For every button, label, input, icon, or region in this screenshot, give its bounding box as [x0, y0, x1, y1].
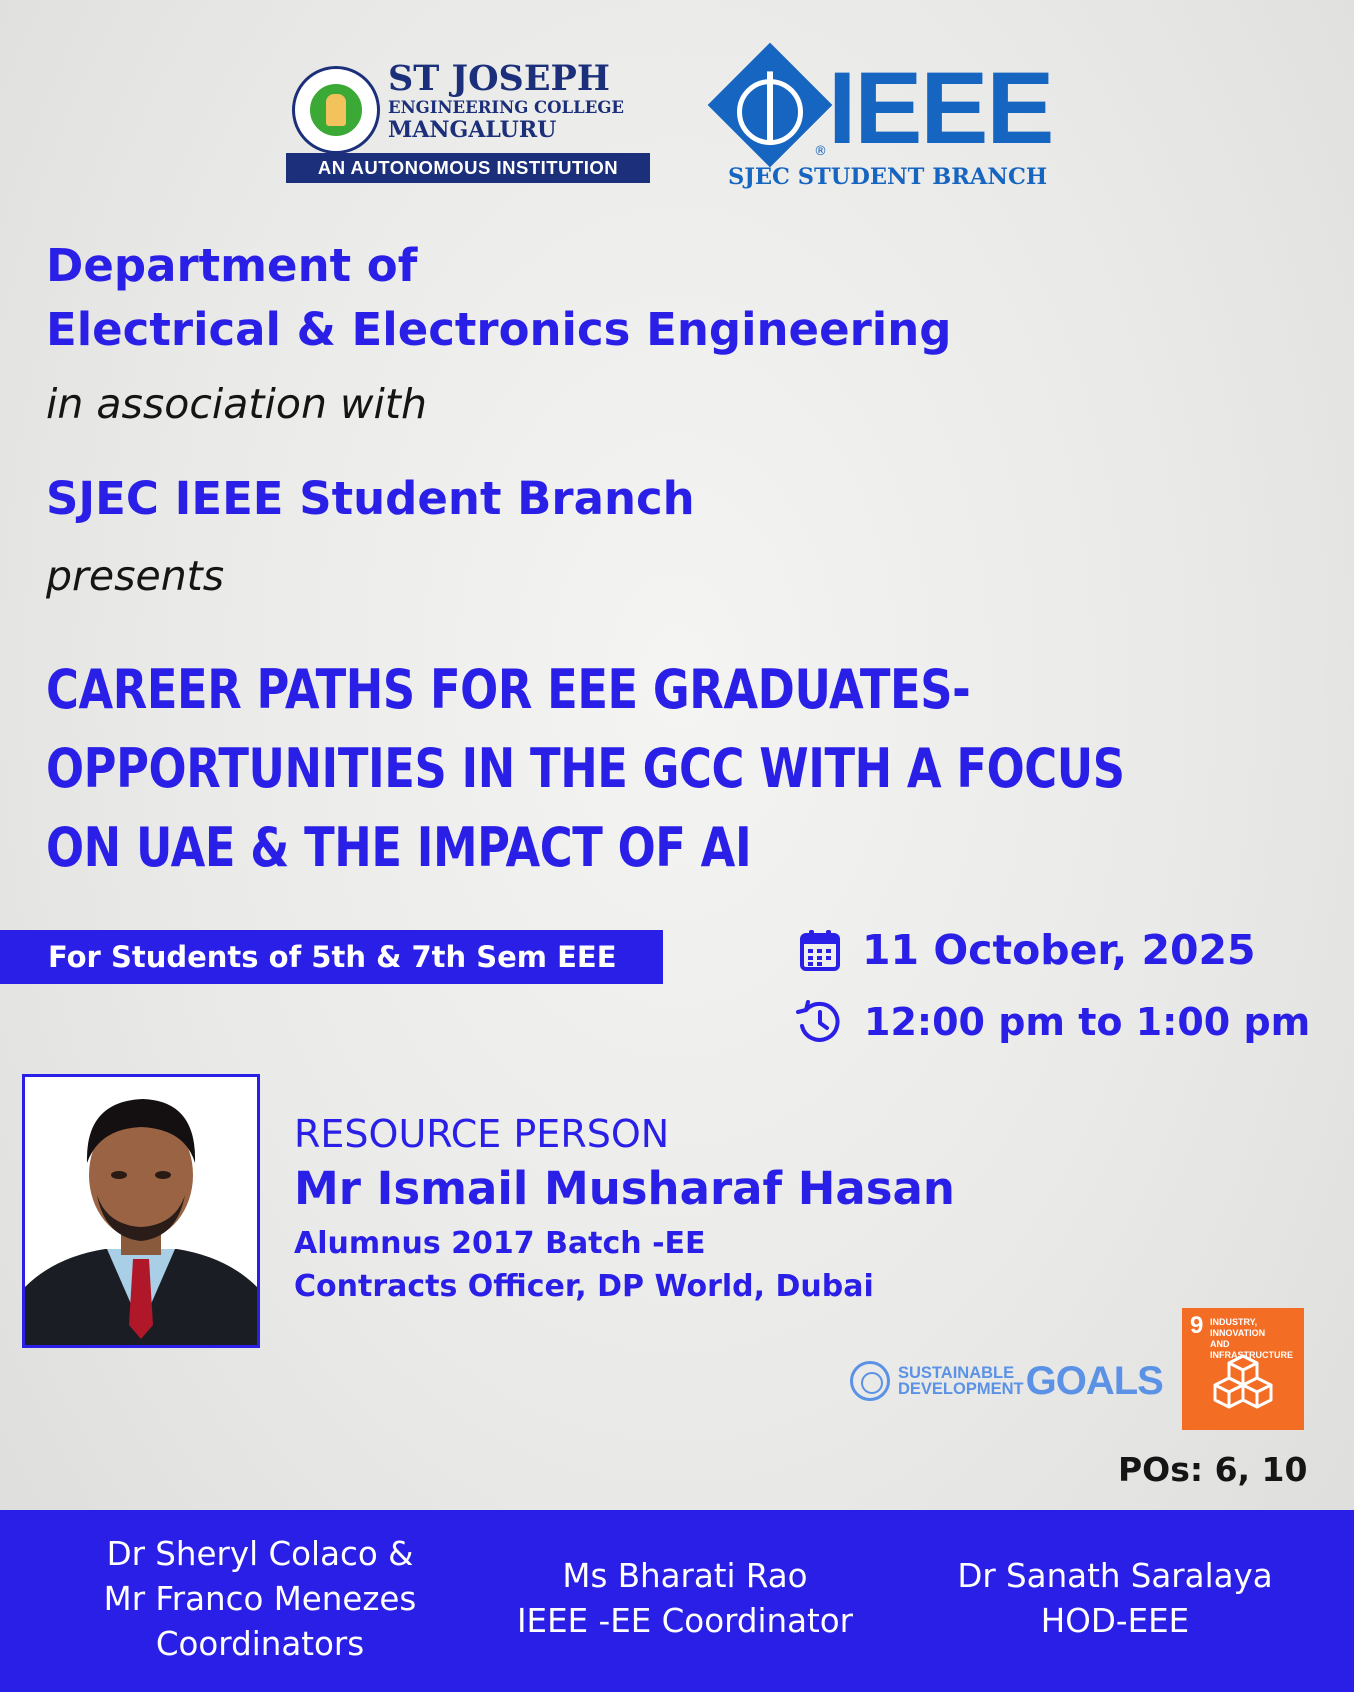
resource-person-label: RESOURCE PERSON	[294, 1112, 670, 1156]
sjec-logo	[286, 58, 652, 188]
ieee-wordmark: IEEE	[828, 51, 1053, 165]
audience-band: For Students of 5th & 7th Sem EEE	[0, 930, 663, 984]
sdg9-text-line2: AND INFRASTRUCTURE	[1210, 1339, 1293, 1360]
footer-coordinators	[50, 1532, 470, 1667]
portrait-image	[25, 1077, 257, 1345]
sjec-line2: ENGINEERING COLLEGE	[388, 98, 625, 117]
calendar-icon	[800, 929, 840, 971]
sdg-small-line2: DEVELOPMENT	[898, 1380, 1024, 1398]
sjec-line3: MANGALURU	[388, 117, 557, 143]
footer-band	[0, 1510, 1354, 1692]
resource-person-name: Mr Ismail Musharaf Hasan	[294, 1162, 955, 1215]
sjec-autonomous-band: AN AUTONOMOUS INSTITUTION	[286, 153, 650, 183]
department-line2: Electrical & Electronics Engineering	[46, 303, 952, 356]
footer-ieee-coordinator	[470, 1554, 900, 1644]
footer-col2-line1: Ms Bharati Rao	[562, 1557, 808, 1595]
sdg-goals-word: GOALS	[1025, 1358, 1163, 1403]
un-emblem-icon	[850, 1361, 890, 1401]
footer-col1-line3: Coordinators	[155, 1625, 365, 1663]
sjec-crest-icon	[292, 66, 380, 154]
event-title	[46, 650, 1291, 887]
event-date	[800, 922, 1256, 978]
sdg-logo	[850, 1356, 1163, 1406]
sdg-small-text	[898, 1365, 1024, 1397]
department-heading	[46, 234, 951, 362]
time-text: 12:00 pm to 1:00 pm	[864, 1000, 1311, 1044]
presents-text: presents	[46, 552, 225, 600]
title-line2: OPPORTUNITIES IN THE GCC WITH A FOCUS	[46, 737, 1125, 800]
title-line1: CAREER PATHS FOR EEE GRADUATES-	[46, 658, 971, 721]
title-line3: ON UAE & THE IMPACT OF AI	[46, 816, 752, 879]
sdg-small-line1: SUSTAINABLE	[898, 1364, 1015, 1382]
footer-col1-line2: Mr Franco Menezes	[103, 1580, 417, 1618]
footer-col1-line1: Dr Sheryl Colaco &	[106, 1535, 414, 1573]
association-text: in association with	[46, 380, 427, 428]
department-line1: Department of	[46, 239, 418, 292]
ieee-subtitle: SJEC STUDENT BRANCH	[728, 164, 1048, 190]
sjec-name	[388, 60, 624, 143]
ieee-registered-mark: ®	[814, 144, 827, 159]
infrastructure-cubes-icon	[1210, 1352, 1276, 1418]
program-outcomes: POs: 6, 10	[1118, 1450, 1308, 1489]
footer-col3-line2: HOD-EEE	[1040, 1602, 1190, 1640]
sjec-line1: ST JOSEPH	[388, 58, 610, 99]
event-time	[796, 994, 1310, 1050]
ieee-logo	[716, 51, 1072, 192]
footer-col2-line2: IEEE -EE Coordinator	[516, 1602, 854, 1640]
clock-icon	[796, 1000, 842, 1044]
resource-person-detail2: Contracts Officer, DP World, Dubai	[294, 1269, 874, 1304]
date-text: 11 October, 2025	[862, 926, 1256, 974]
sdg9-text-line1: INDUSTRY, INNOVATION	[1210, 1317, 1266, 1338]
sdg9-badge	[1182, 1308, 1304, 1430]
resource-person-photo	[22, 1074, 260, 1348]
footer-hod	[905, 1554, 1325, 1644]
resource-person-detail1: Alumnus 2017 Batch -EE	[294, 1226, 706, 1261]
branch-name: SJEC IEEE Student Branch	[46, 472, 695, 525]
footer-col3-line1: Dr Sanath Saralaya	[957, 1557, 1273, 1595]
sdg9-number: 9	[1190, 1312, 1204, 1339]
